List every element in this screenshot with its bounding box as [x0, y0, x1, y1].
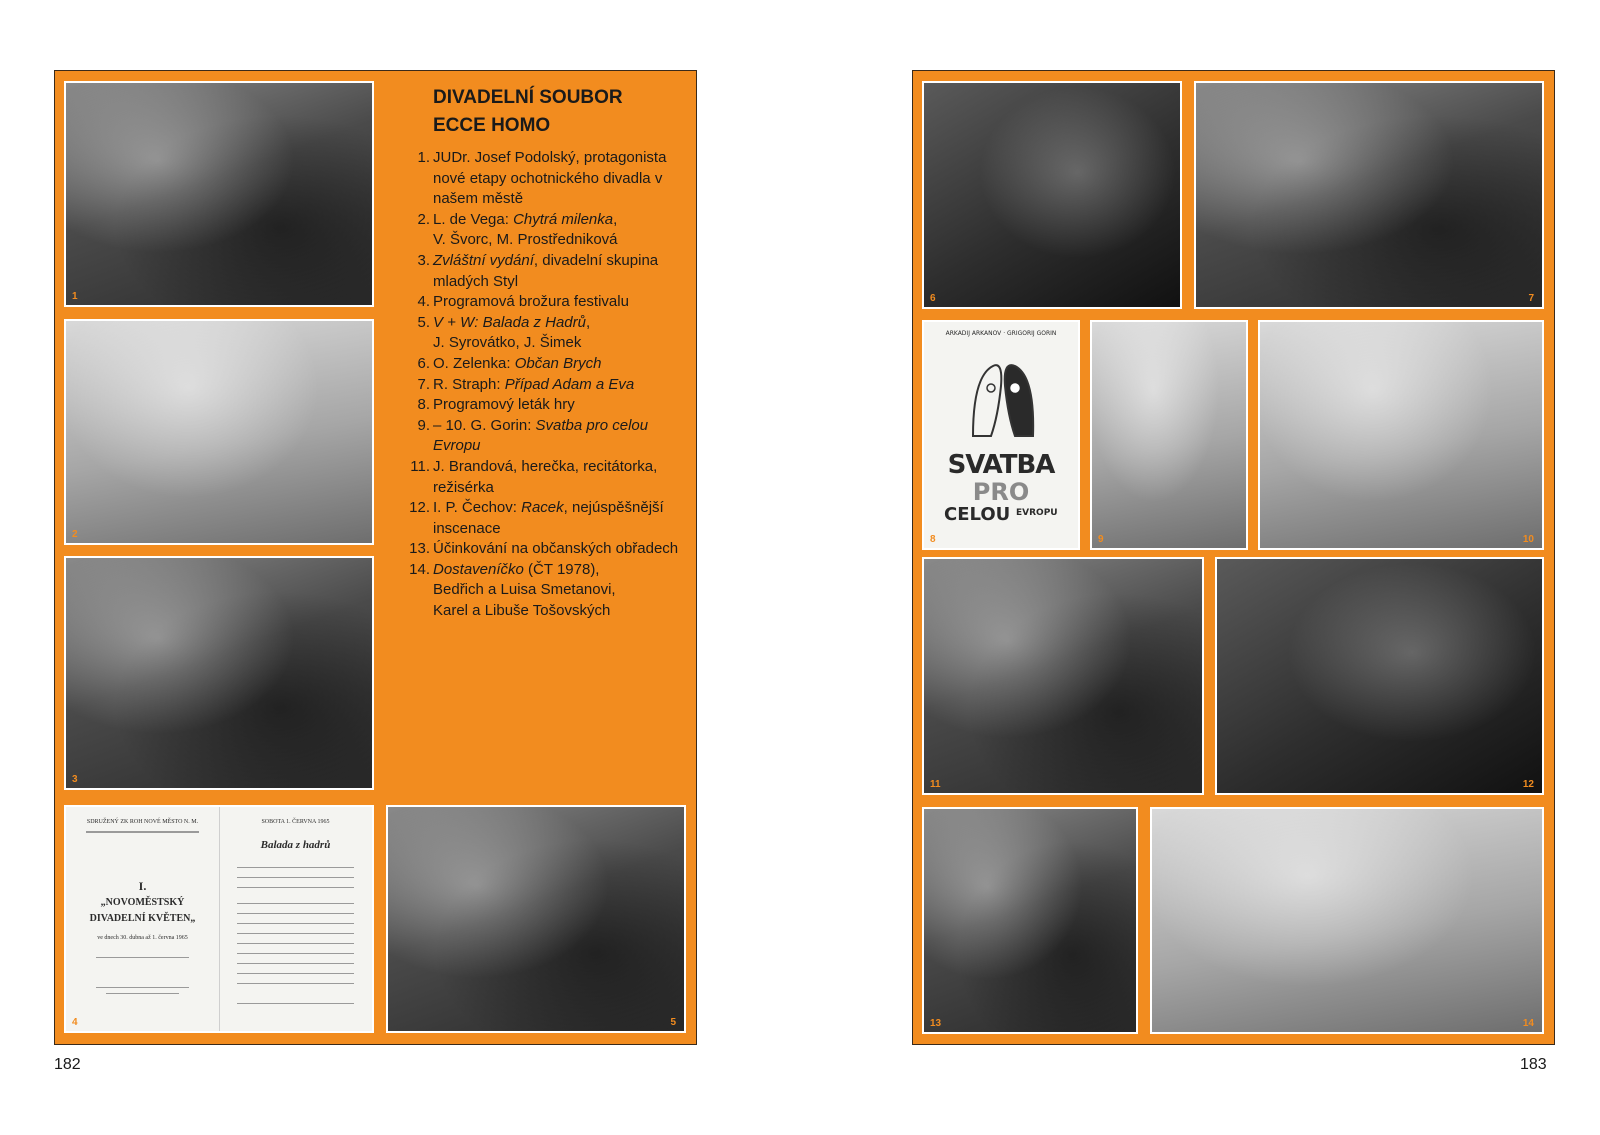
caption-item: 12. I. P. Čechov: Racek, nejúspěšnější inscenace	[409, 499, 664, 537]
photo-number: 2	[72, 529, 78, 540]
brochure-roman: I.	[138, 879, 147, 893]
poster-word-4: EVROPU	[1016, 508, 1058, 518]
photo-number: 11	[930, 779, 941, 790]
photo-7-courtroom-scene	[1194, 81, 1544, 309]
photo-number: 5	[670, 1017, 676, 1028]
photo-number: 12	[1522, 779, 1534, 790]
photo-1-man-writing	[64, 81, 374, 307]
brochure-cover	[66, 807, 220, 1031]
caption-item: 3. Zvláštní vydání, divadelní skupina mladých Styl	[417, 251, 659, 290]
photo-8-poster	[922, 320, 1080, 550]
photo-number: 8	[930, 534, 936, 545]
caption-list	[408, 148, 696, 622]
photo-14-garden-scene	[1150, 807, 1544, 1034]
brochure-dates: ve dnech 30. dubna až 1. června 1965	[97, 935, 188, 941]
poster-word-3: CELOU	[944, 504, 1011, 525]
caption-item: 11. J. Brandová, herečka, recitátorka, režisérka	[410, 457, 658, 496]
caption-item: 1. JUDr. Josef Podolský, protagonista nové etapy ochotnického divadla v našem městě	[417, 149, 667, 208]
photo-5-two-actors	[386, 805, 686, 1033]
poster-illustration	[953, 346, 1053, 446]
photo-number: 1	[72, 291, 78, 302]
photo-9-wedding-couple	[1090, 320, 1248, 550]
photo-number: 6	[930, 293, 936, 304]
caption-item: 9. – 10. G. Gorin: Svatba pro celou Evropu	[417, 416, 649, 455]
page-title	[433, 84, 693, 140]
photo-number: 4	[72, 1017, 78, 1028]
title-line-1: DIVADELNÍ SOUBOR	[433, 87, 623, 108]
caption-item: 6. O. Zelenka: Občan Brych	[417, 354, 602, 372]
page-number-right: 183	[1520, 1056, 1547, 1073]
photo-3-stage-group	[64, 556, 374, 790]
brochure-play-title: Balada z hadrů	[260, 839, 331, 851]
caption-item: 14. Dostaveníčko (ČT 1978), Bedřich a Luisa Smetanovi, Karel a Libuše Tošovských	[409, 560, 616, 620]
photo-number: 9	[1098, 534, 1104, 545]
page-number-left: 182	[54, 1056, 81, 1073]
photo-6-stage-table	[922, 81, 1182, 309]
brochure-festival-line1: „NOVOMĚSTSKÝ	[100, 897, 185, 908]
photo-number: 14	[1522, 1018, 1534, 1029]
photo-number: 3	[72, 774, 78, 785]
caption-item: 13. Účinkování na občanských obřadech	[409, 540, 679, 558]
brochure-header: SDRUŽENÝ ZK ROH NOVÉ MĚSTO N. M.	[86, 819, 199, 825]
poster-word-1: SVATBA	[947, 450, 1055, 480]
photo-11-portrait-woman	[922, 557, 1204, 795]
brochure-festival-line2: DIVADELNÍ KVĚTEN„	[89, 913, 196, 924]
brochure-day: SOBOTA 1. ČERVNA 1965	[261, 819, 330, 825]
caption-item: 8. Programový leták hry	[417, 396, 575, 414]
poster-authors: ARKADIJ ARKANOV · GRIGORIJ GORIN	[945, 330, 1057, 337]
caption-item: 7. R. Straph: Případ Adam a Eva	[417, 375, 635, 393]
photo-10-stage-scene	[1258, 320, 1544, 550]
photo-12-couple-scene	[1215, 557, 1544, 795]
photo-2-guitar-scene	[64, 319, 374, 545]
photo-number: 7	[1528, 293, 1534, 304]
photo-13-civic-ceremony	[922, 807, 1138, 1034]
caption-item: 4. Programová brožura festivalu	[417, 293, 629, 311]
photo-number: 13	[930, 1018, 942, 1029]
title-line-2: ECCE HOMO	[433, 115, 551, 136]
caption-item: 2. L. de Vega: Chytrá milenka, V. Švorc, M. Prostředniková	[417, 210, 618, 249]
photo-number: 10	[1522, 534, 1534, 545]
photo-4-programme-brochure	[64, 805, 374, 1033]
caption-item: 5. V + W: Balada z Hadrů, J. Syrovátko, J. Šimek	[417, 313, 591, 352]
brochure-programme-page	[219, 807, 372, 1031]
poster-word-2: PRO	[972, 478, 1030, 506]
